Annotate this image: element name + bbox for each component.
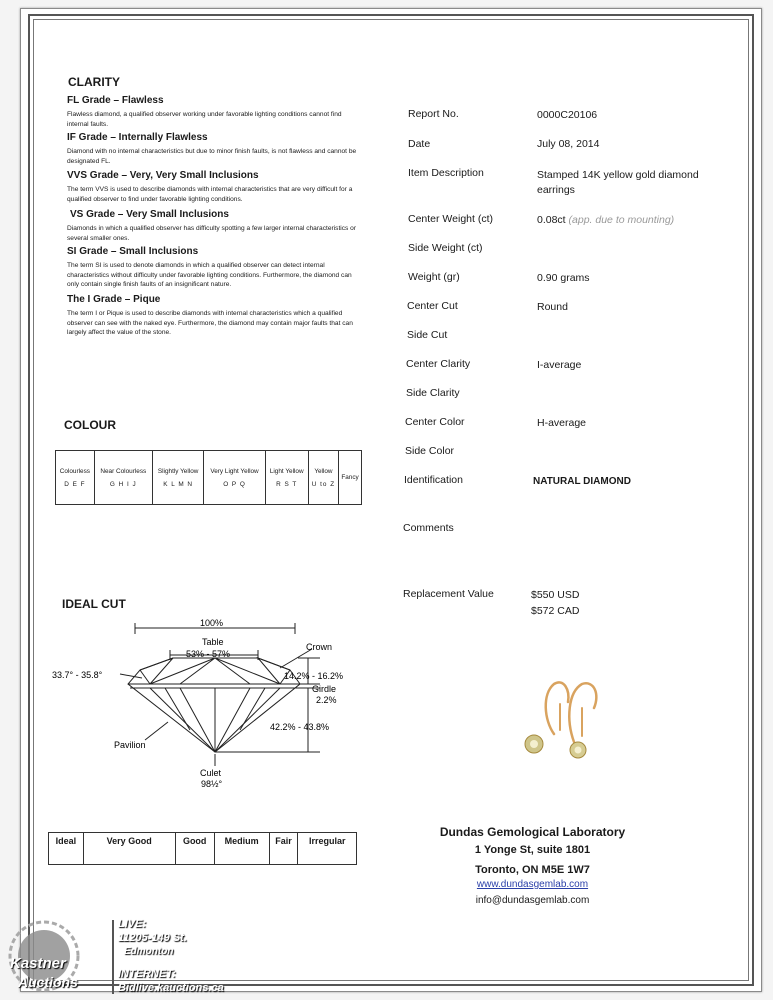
center-color-value: H-average [537, 417, 587, 429]
center-color-label: Center Color [405, 416, 465, 428]
replacement-usd: $550 USD [531, 589, 580, 601]
grade-i-desc: The term I or Pique is used to describe diamonds with internal characteristics which a qualified observer can see with the naked eye. Furthermore, the diamond may contain major faults that can largely affect the value of the stone. [67, 310, 353, 336]
width-label: 100% [200, 618, 224, 628]
culet-angle-label: 98½° [201, 779, 223, 789]
side-weight-label: Side Weight (ct) [408, 242, 483, 254]
colour-cell: Light Yellow R S T [265, 451, 308, 505]
crown-angle-label: 33.7° - 35.8° [52, 670, 103, 680]
colour-cell: Very Light Yellow O P Q [204, 451, 265, 505]
grade-vs-desc: Diamonds in which a qualified observer has difficulty spotting a few larger internal characteristics or several smaller ones. [67, 225, 357, 242]
grade-fl-title: FL Grade – Flawless [67, 95, 164, 106]
lab-name: Dundas Gemological Laboratory [439, 825, 626, 839]
internet-label: INTERNET: [118, 968, 176, 980]
side-clarity-label: Side Clarity [406, 387, 460, 399]
item-description-value: Stamped 14K yellow gold diamond earrings [537, 169, 699, 196]
grade-if-title: IF Grade – Internally Flawless [67, 132, 208, 143]
grade-i-title: The I Grade – Pique [67, 294, 161, 305]
cut-grade-cell: Very Good [83, 833, 175, 865]
grade-si-desc: The term SI is used to denote diamonds in which a qualified observer can detect internal characteristics without difficulty under favorable lighting conditions. Furthermore, the diamond can only contain single finish faults of an insignificant nature. [67, 262, 352, 288]
colour-cell: Colourless D E F [56, 451, 95, 505]
colour-heading: COLOUR [64, 418, 116, 432]
replacement-value-label: Replacement Value [403, 588, 494, 600]
center-clarity-label: Center Clarity [406, 358, 471, 370]
cut-grade-cell: Ideal [49, 833, 84, 865]
center-weight-value: 0.08ct (app. due to mounting) [537, 214, 675, 226]
cut-grade-cell: Fair [269, 833, 298, 865]
lab-address-line-1: 1 Yonge St, suite 1801 [474, 844, 591, 856]
comments-label: Comments [403, 522, 454, 534]
colour-cell: Yellow U to Z [308, 451, 338, 505]
grade-if-desc: Diamond with no internal characteristics but due to minor finish faults, is not flawless and cannot be designated FL. [67, 148, 357, 165]
girdle-value-label: 2.2% [316, 695, 337, 705]
live-label: LIVE: [118, 918, 147, 930]
lab-website-link[interactable]: www.dundasgemlab.com [476, 879, 589, 890]
item-description-label: Item Description [408, 167, 484, 179]
table-label: Table [202, 637, 224, 647]
watermark-divider [112, 920, 114, 994]
cut-grade-cell: Medium [214, 833, 269, 865]
grade-vvs-desc: The term VVS is used to describe diamonds with internal characteristics that are very difficult for a qualified observer to find under favorable lighting conditions. [67, 186, 353, 203]
culet-label: Culet [200, 768, 222, 778]
lab-address-line-2: Toronto, ON M5E 1W7 [475, 864, 590, 876]
ideal-cut-heading: IDEAL CUT [62, 597, 126, 611]
cut-grade-cell: Good [175, 833, 214, 865]
clarity-heading: CLARITY [68, 75, 120, 89]
side-color-label: Side Color [405, 445, 455, 457]
internet-url[interactable]: Bidlive.kauctions.ca [118, 982, 224, 994]
grade-fl-desc: Flawless diamond, a qualified observer working under favorable lighting conditions cannot find internal faults. [67, 111, 342, 128]
crown-label: Crown [306, 642, 333, 652]
live-address: 11205-149 St. [118, 932, 187, 944]
date-value: July 08, 2014 [537, 138, 600, 150]
colour-cell: Slightly Yellow K L M N [152, 451, 204, 505]
logo-text-top: Kastner [10, 955, 66, 972]
colour-scale-table [55, 450, 362, 505]
cut-grade-cell: Irregular [298, 833, 357, 865]
center-clarity-value: I-average [537, 359, 582, 371]
pavilion-depth-label: 42.2% - 43.8% [270, 722, 330, 732]
center-weight-note: (app. due to mounting) [568, 214, 675, 226]
diamond-proportions-diagram [50, 612, 370, 792]
grade-vvs-title: VVS Grade – Very, Very Small Inclusions [67, 170, 259, 181]
date-label: Date [408, 138, 431, 150]
lab-email: info@dundasgemlab.com [475, 895, 590, 906]
colour-cell: Fancy [339, 451, 362, 505]
pavilion-label: Pavilion [114, 740, 146, 750]
earrings-photo [520, 672, 620, 772]
report-no-label: Report No. [408, 108, 459, 120]
grade-si-title: SI Grade – Small Inclusions [67, 246, 199, 257]
identification-label: Identification [404, 474, 463, 486]
cut-grade-table [48, 832, 357, 865]
weight-label: Weight (gr) [408, 271, 460, 283]
center-cut-value: Round [537, 301, 568, 313]
crown-height-label: 14.2% - 16.2% [284, 671, 344, 681]
girdle-label: Girdle [312, 684, 337, 694]
report-no-value: 0000C20106 [537, 109, 598, 121]
colour-cell: Near Colourless G H I J [94, 451, 152, 505]
table-range-label: 53% - 57% [186, 649, 231, 659]
live-city: Edmonton [124, 946, 174, 957]
center-weight-label: Center Weight (ct) [408, 213, 493, 225]
logo-text-bottom: Auctions [18, 974, 78, 990]
grade-vs-title: VS Grade – Very Small Inclusions [70, 209, 229, 220]
identification-value: NATURAL DIAMOND [533, 476, 631, 487]
weight-value: 0.90 grams [537, 272, 590, 284]
side-cut-label: Side Cut [407, 329, 448, 341]
replacement-cad: $572 CAD [531, 605, 580, 617]
center-cut-label: Center Cut [407, 300, 458, 312]
